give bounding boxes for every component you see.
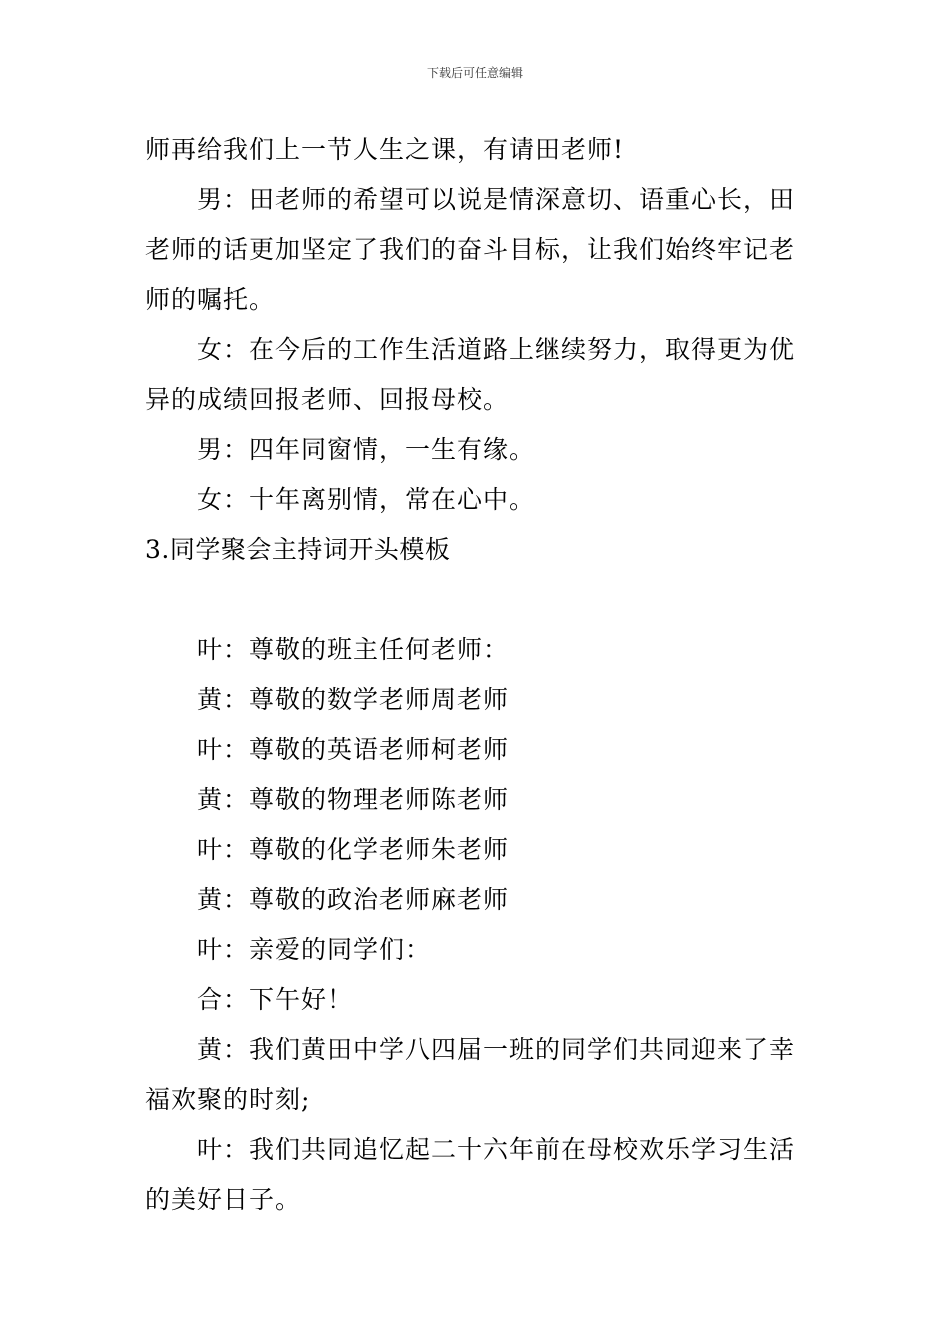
greeting-line: 黄：尊敬的物理老师陈老师 (197, 785, 510, 814)
greeting-line: 叶：尊敬的英语老师柯老师 (197, 735, 510, 764)
paragraph-female-speech: 女：在今后的工作生活道路上继续努力，取得更为优异的成绩回报老师、回报母校。 (145, 335, 796, 414)
greeting-line: 黄：尊敬的政治老师麻老师 (197, 885, 510, 914)
document-body (145, 125, 807, 1225)
paragraph-continuation: 师再给我们上一节人生之课，有请田老师! (145, 135, 625, 164)
greeting-line: 合：下午好！ (197, 985, 354, 1014)
paragraph-female-line: 女：十年离别情，常在心中。 (197, 485, 536, 514)
paragraph-male-line: 男：四年同窗情，一生有缘。 (197, 435, 536, 464)
greeting-line: 叶：亲爱的同学们： (197, 935, 432, 964)
greeting-line: 叶：尊敬的化学老师朱老师 (197, 835, 510, 864)
paragraph-huang-speech: 黄：我们黄田中学八四届一班的同学们共同迎来了幸福欢聚的时刻; (145, 1035, 796, 1114)
section-heading: 3.同学聚会主持词开头模板 (145, 535, 451, 564)
page-header: 下载后可任意编辑 (426, 66, 523, 80)
blank-line (145, 575, 807, 625)
paragraph-ye-speech: 叶：我们共同追忆起二十六年前在母校欢乐学习生活的美好日子。 (145, 1135, 796, 1214)
paragraph-male-speech: 男：田老师的希望可以说是情深意切、语重心长，田老师的话更加坚定了我们的奋斗目标，让我们始终牢记老师的嘱托。 (145, 185, 796, 314)
greeting-line: 叶：尊敬的班主任何老师： (197, 635, 510, 664)
greeting-line: 黄：尊敬的数学老师周老师 (197, 685, 510, 714)
